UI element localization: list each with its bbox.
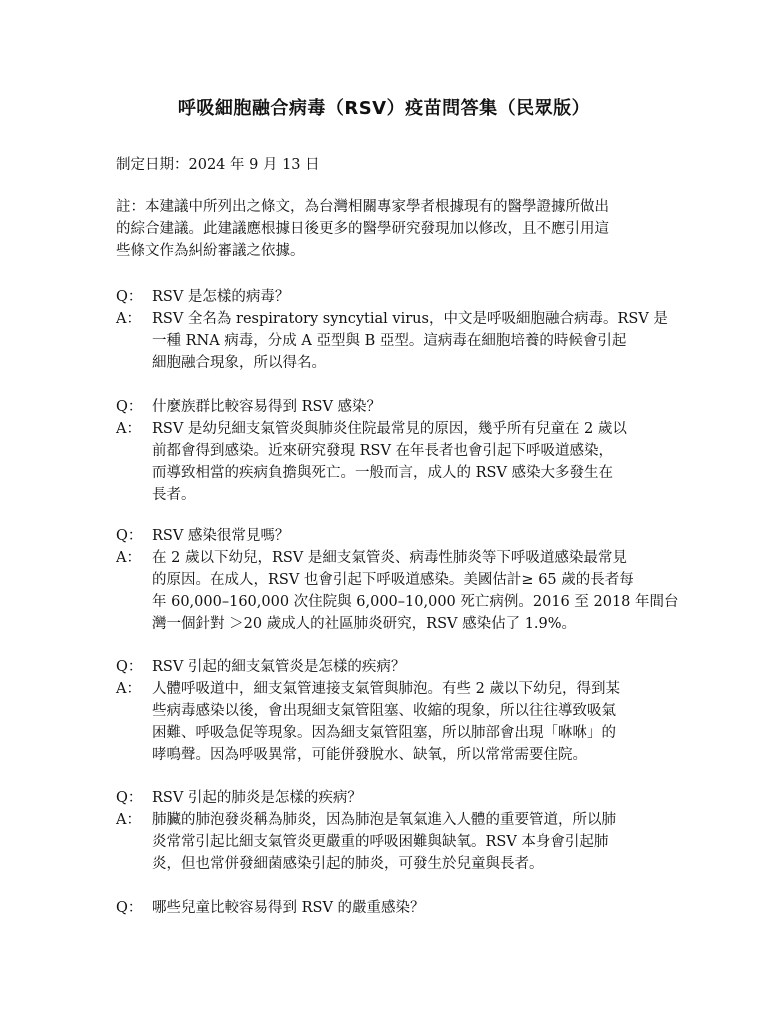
answer-line: 而導致相當的疾病負擔與死亡。一般而言，成人的 RSV 感染大多發生在: [152, 465, 614, 481]
answer-text: [152, 418, 666, 506]
answer-marker: A：: [116, 812, 141, 828]
question-row: [116, 787, 666, 809]
qa-item-prevalence: [116, 525, 679, 635]
disclaimer-note: [116, 196, 656, 262]
answer-marker: A：: [116, 550, 141, 566]
answer-line: 前都會得到感染。近來研究發現 RSV 在年長者也會引起下呼吸道感染，: [152, 443, 614, 459]
question-row: [116, 396, 666, 418]
question-marker: Q：: [116, 790, 143, 806]
answer-marker: A：: [116, 681, 141, 697]
note-line: 的綜合建議。此建議應根據日後更多的醫學研究發現加以修改，且不應引用這: [116, 221, 609, 237]
answer-line: 人體呼吸道中，細支氣管連接支氣管與肺泡。有些 2 歲以下幼兒，得到某: [152, 681, 620, 697]
note-line: 些條文作為糾紛審議之依據。: [116, 243, 305, 259]
qa-item-pneumonia: [116, 787, 666, 875]
qa-item-risk-groups: [116, 396, 666, 506]
question-text: 哪些兒童比較容易得到 RSV 的嚴重感染？: [152, 900, 425, 916]
document-title: 呼吸細胞融合病毒（RSV）疫苗問答集（民眾版）: [177, 98, 591, 119]
question-row: [116, 286, 666, 308]
answer-row: [116, 809, 666, 875]
answer-line: 年 60,000–160,000 次住院與 6,000–10,000 死亡病例。2016 至 2018 年間台: [152, 594, 679, 610]
qa-item-severe-risk-children: [116, 897, 666, 919]
question-text: 什麼族群比較容易得到 RSV 感染？: [152, 399, 382, 415]
answer-line: RSV 是幼兒細支氣管炎與肺炎住院最常見的原因，幾乎所有兒童在 2 歲以: [152, 421, 627, 437]
answer-line: 一種 RNA 病毒，分成 A 亞型與 B 亞型。這病毒在細胞培養的時候會引起: [152, 333, 627, 349]
question-marker: Q：: [116, 289, 143, 305]
question-row: [116, 525, 666, 547]
answer-marker: A：: [116, 421, 141, 437]
answer-line: 炎常常引起比細支氣管炎更嚴重的呼吸困難與缺氧。RSV 本身會引起肺: [152, 834, 609, 850]
question-marker: Q：: [116, 528, 143, 544]
question-text: RSV 是怎樣的病毒？: [152, 289, 290, 305]
answer-line: 些病毒感染以後，會出現細支氣管阻塞、收縮的現象，所以往往導致吸氣: [152, 703, 616, 719]
answer-line: 細胞融合現象，所以得名。: [152, 355, 326, 371]
question-row: [116, 897, 666, 919]
answer-row: [116, 678, 666, 766]
qa-item-rsv-virus: [116, 286, 666, 374]
question-row: [116, 656, 666, 678]
answer-text: [152, 678, 666, 766]
question-text: RSV 引起的細支氣管炎是怎樣的疾病？: [152, 659, 406, 675]
question-text: RSV 感染很常見嗎？: [152, 528, 290, 544]
question-text: RSV 引起的肺炎是怎樣的疾病？: [152, 790, 362, 806]
answer-line: 的原因。在成人，RSV 也會引起下呼吸道感染。美國估計≥ 65 歲的長者每: [152, 572, 634, 588]
answer-line: 灣一個針對 ＞20 歲成人的社區肺炎研究，RSV 感染佔了 1.9%。: [152, 616, 577, 632]
qa-item-bronchiolitis: [116, 656, 666, 766]
answer-row: [116, 418, 666, 506]
answer-text: [152, 547, 679, 635]
issue-date: 制定日期：2024 年 9 月 13 日: [116, 157, 320, 173]
answer-text: [152, 308, 668, 374]
question-marker: Q：: [116, 659, 143, 675]
answer-row: [116, 547, 679, 635]
answer-line: 長者。: [152, 487, 196, 503]
answer-line: RSV 全名為 respiratory syncytial virus，中文是呼吸細胞融合病毒。RSV 是: [152, 311, 668, 327]
answer-line: 哮鳴聲。因為呼吸異常，可能併發脫水、缺氧，所以常常需要住院。: [152, 747, 587, 763]
answer-line: 炎，但也常併發細菌感染引起的肺炎，可發生於兒童與長者。: [152, 856, 544, 872]
note-line: 註：本建議中所列出之條文，為台灣相關專家學者根據現有的醫學證據所做出: [116, 199, 609, 215]
answer-line: 困難、呼吸急促等現象。因為細支氣管阻塞，所以肺部會出現「咻咻」的: [152, 725, 616, 741]
answer-line: 肺臟的肺泡發炎稱為肺炎，因為肺泡是氧氣進入人體的重要管道，所以肺: [152, 812, 616, 828]
answer-row: [116, 308, 666, 374]
question-marker: Q：: [116, 399, 143, 415]
answer-text: [152, 809, 666, 875]
answer-marker: A：: [116, 311, 141, 327]
question-marker: Q：: [116, 900, 143, 916]
answer-line: 在 2 歲以下幼兒，RSV 是細支氣管炎、病毒性肺炎等下呼吸道感染最常見: [152, 550, 627, 566]
